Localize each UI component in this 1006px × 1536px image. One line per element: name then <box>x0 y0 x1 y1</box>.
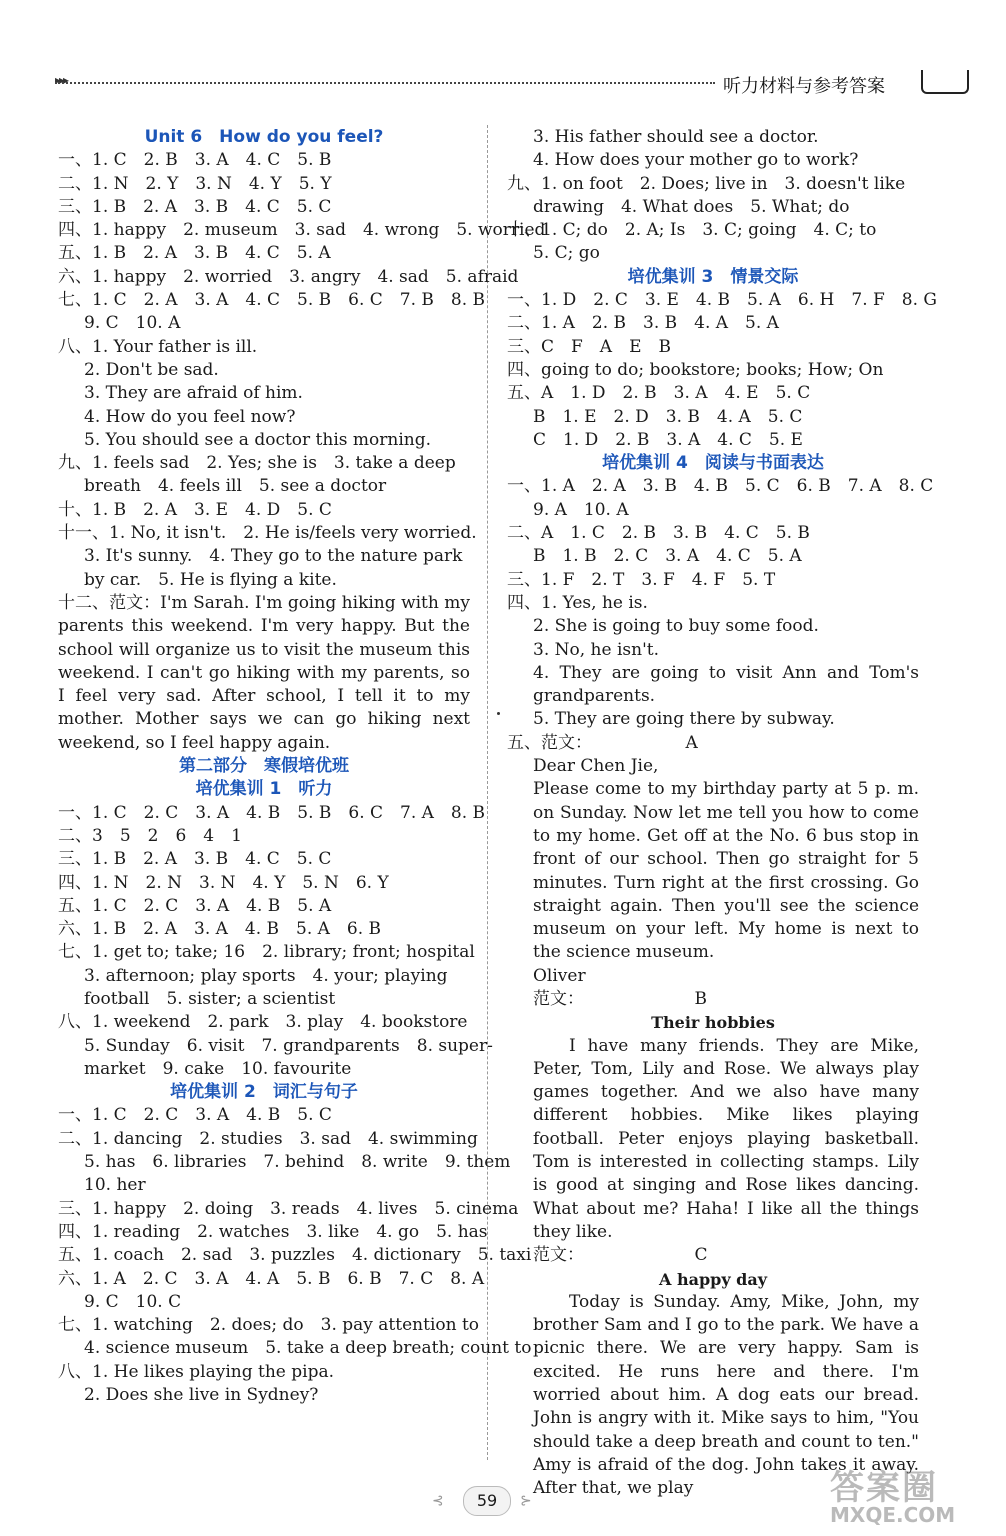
answer-line-continued: 5. has 6. libraries 7. behind 8. write 9. them <box>84 1152 511 1173</box>
answer-line-continued: 3. They are afraid of him. <box>84 383 303 404</box>
answer-line: 六、1. happy 2. worried 3. angry 4. sad 5. afraid <box>58 266 519 287</box>
answer-line-continued: 3. No, he isn't. <box>533 639 659 660</box>
section-heading: Unit 6 How do you feel? <box>144 127 384 147</box>
answer-line: 十、1. B 2. A 3. E 4. D 5. C <box>58 499 332 520</box>
answer-line: 三、1. happy 2. doing 3. reads 4. lives 5. cinema <box>58 1198 519 1219</box>
answer-line-continued: drawing 4. What does 5. What; do <box>533 196 850 217</box>
answer-line: 一、1. A 2. A 3. B 4. B 5. C 6. B 7. A 8. C <box>507 476 934 497</box>
answer-line-continued: 2. She is going to buy some food. <box>533 616 819 637</box>
answer-line: 七、1. get to; take; 16 2. library; front; hospital <box>58 942 475 963</box>
answer-line-continued: 3. It's sunny. 4. They go to the nature park <box>84 546 463 567</box>
right-column <box>507 126 938 1501</box>
answer-line: 二、1. N 2. Y 3. N 4. Y 5. Y <box>58 173 332 194</box>
watermark-bottom-text: MXQE.COM <box>830 1503 956 1527</box>
answer-line: 二、3 5 2 6 4 1 <box>58 825 242 846</box>
answer-paragraph: 十二、范文：I'm Sarah. I'm going hiking with my parents this weekend. I'm very happy. But the school will organize us to visit the museum this weekend. I can't go hiking with my parents, so I feel very sad. After school, I tell it to my mother. Mother says we can go hiking next weekend, so I feel happy again. <box>58 592 470 753</box>
answer-line-continued: Dear Chen Jie, <box>533 756 659 777</box>
answer-line-continued: 2. Don't be sad. <box>84 359 219 380</box>
answer-line-continued: breath 4. feels ill 5. see a doctor <box>84 476 387 497</box>
answer-line: 五、1. B 2. A 3. B 4. C 5. A <box>58 243 331 264</box>
section-heading: 培优集训 4 阅读与书面表达 <box>602 453 824 474</box>
answer-line-continued: 2. Does she live in Sydney? <box>84 1385 319 1406</box>
answer-line: 四、1. Yes, he is. <box>507 592 648 613</box>
answer-line-continued: 5. C; go <box>533 243 600 264</box>
essay-paragraph: I have many friends. They are Mike, Peter, Tom, Lily and Rose. We always play games together. And we also have many different hobbies. Mike likes playing football. Peter enjoys playing basketball. Tom is interested in collecting stamps. Lily is good at singing and Rose likes dancing. What about me? Haha! I like all the things they like. <box>533 1035 919 1242</box>
answer-line: 七、1. C 2. A 3. A 4. C 5. B 6. C 7. B 8. B <box>58 290 486 311</box>
answer-line: 二、1. dancing 2. studies 3. sad 4. swimming <box>58 1128 478 1149</box>
section-heading: 第二部分 寒假培优班 <box>179 756 349 777</box>
answer-line: 七、1. watching 2. does; do 3. pay attention to <box>58 1315 480 1336</box>
answer-line-continued: 3. afternoon; play sports 4. your; playing <box>84 965 448 986</box>
essay-paragraph: Today is Sunday. Amy, Mike, John, my brother Sam and I go to the park. We have a picnic there. We are very happy. Sam is excited. He runs here and there. I'm worried about him. A dog eats our bread. John is angry with it. Mike says to him, "You should take a deep breath and count to ten." Amy is afraid of the dog. John takes it away. After that, we play <box>533 1291 919 1499</box>
answer-line-continued: 范文： C <box>533 1245 708 1266</box>
answer-line: 五、A 1. D 2. B 3. A 4. E 5. C <box>507 383 811 404</box>
answer-paragraph: Please come to my birthday party at 5 p. m. on Sunday. Now let me tell you how to come to my home. Get off at the No. 6 bus stop in front of our school. Then go straight for 5 minutes. Turn right at the first crossing. Go straight again. Then you'll see the science museum on your left. My home is next to the science museum. <box>533 779 919 963</box>
answer-line: 四、1. reading 2. watches 3. like 4. go 5. has <box>58 1221 488 1242</box>
essay-title: Their hobbies <box>651 1013 775 1033</box>
answer-line: 四、going to do; bookstore; books; How; On <box>507 359 884 380</box>
answer-line-continued: C 1. D 2. B 3. A 4. C 5. E <box>533 429 803 450</box>
answer-line: 五、范文： A <box>507 732 698 753</box>
answer-line-continued: 5. They are going there by subway. <box>533 709 835 730</box>
dotted-rule <box>55 82 715 84</box>
answer-line: 一、1. D 2. C 3. E 4. B 5. A 6. H 7. F 8. G <box>507 290 938 311</box>
page-number-right-ornament-icon: ⊱ <box>520 1493 532 1509</box>
answer-line-continued: Oliver <box>533 965 586 986</box>
answer-line-continued: 9. A 10. A <box>533 499 629 520</box>
answer-line-continued: 4. science museum 5. take a deep breath; count to <box>84 1338 532 1359</box>
answer-line-continued: 3. His father should see a doctor. <box>533 127 819 147</box>
answer-line: 一、1. C 2. C 3. A 4. B 5. B 6. C 7. A 8. B <box>58 802 486 823</box>
page-number: 59 <box>463 1486 511 1516</box>
answer-line: 二、A 1. C 2. B 3. B 4. C 5. B <box>507 523 810 544</box>
answer-line-continued: 4. How does your mother go to work? <box>533 150 859 171</box>
section-heading: 培优集训 2 词汇与句子 <box>170 1082 358 1103</box>
answer-line: 二、1. A 2. B 3. B 4. A 5. A <box>507 313 779 334</box>
answer-line: 十一、1. No, it isn't. 2. He is/feels very worried. <box>58 523 477 544</box>
answer-line: 八、1. He likes playing the pipa. <box>58 1361 334 1382</box>
stray-dot <box>497 712 500 715</box>
essay-title: A happy day <box>658 1269 768 1289</box>
header-bracket-icon <box>921 70 969 94</box>
answer-line: 三、1. B 2. A 3. B 4. C 5. C <box>58 196 332 217</box>
answer-line-continued: 10. her <box>84 1175 146 1196</box>
answer-line: 八、1. Your father is ill. <box>58 336 258 357</box>
answer-line-continued: 范文： B <box>533 988 707 1009</box>
answer-line: 三、1. F 2. T 3. F 4. F 5. T <box>507 569 776 590</box>
answer-line: 五、1. C 2. C 3. A 4. B 5. A <box>58 895 332 916</box>
answer-line-continued: 9. C 10. C <box>84 1291 182 1312</box>
left-column <box>58 126 546 1407</box>
answer-line: 六、1. A 2. C 3. A 4. A 5. B 6. B 7. C 8. A <box>58 1268 485 1289</box>
answer-line-continued: B 1. E 2. D 3. B 4. A 5. C <box>533 406 803 427</box>
page-header <box>55 70 970 100</box>
answer-line: 一、1. C 2. C 3. A 4. B 5. C <box>58 1105 332 1126</box>
answer-line-continued: B 1. B 2. C 3. A 4. C 5. A <box>533 546 802 567</box>
watermark-logo <box>830 1460 990 1530</box>
page-number-left-ornament-icon: ⊰ <box>432 1493 444 1509</box>
answer-line: 三、C F A E B <box>507 336 671 357</box>
answer-line: 六、1. B 2. A 3. A 4. B 5. A 6. B <box>58 919 382 940</box>
header-title: 听力材料与参考答案 <box>723 76 885 97</box>
arrow-decoration-icon: ▸▸▸ <box>55 73 68 87</box>
answer-line: 八、1. weekend 2. park 3. play 4. bookstore <box>58 1012 468 1033</box>
answer-paragraph: 4. They are going to visit Ann and Tom's grandparents. <box>533 662 919 707</box>
answer-line-continued: football 5. sister; a scientist <box>84 988 336 1009</box>
answer-line: 四、1. N 2. N 3. N 4. Y 5. N 6. Y <box>58 872 389 893</box>
answer-line-continued: market 9. cake 10. favourite <box>84 1058 352 1079</box>
answer-line: 四、1. happy 2. museum 3. sad 4. wrong 5. worried <box>58 220 546 241</box>
answer-line: 十、1. C; do 2. A; Is 3. C; going 4. C; to <box>507 220 877 241</box>
section-heading: 培优集训 3 情景交际 <box>627 266 799 287</box>
section-heading: 培优集训 1 听力 <box>195 779 333 800</box>
answer-line-continued: 9. C 10. A <box>84 313 181 334</box>
answer-line: 九、1. feels sad 2. Yes; she is 3. take a deep <box>58 453 456 474</box>
answer-line: 九、1. on foot 2. Does; live in 3. doesn't like <box>507 173 906 194</box>
watermark-top-text: 答案圈 <box>830 1468 938 1508</box>
answer-line-continued: 5. Sunday 6. visit 7. grandparents 8. super- <box>84 1035 493 1056</box>
answer-line: 三、1. B 2. A 3. B 4. C 5. C <box>58 849 332 870</box>
answer-line-continued: 5. You should see a doctor this morning. <box>84 429 432 450</box>
answer-line: 五、1. coach 2. sad 3. puzzles 4. dictionary 5. taxi <box>58 1245 532 1266</box>
answer-line-continued: 4. How do you feel now? <box>84 406 296 427</box>
answer-line: 一、1. C 2. B 3. A 4. C 5. B <box>58 150 332 171</box>
answer-line-continued: by car. 5. He is flying a kite. <box>84 569 337 590</box>
